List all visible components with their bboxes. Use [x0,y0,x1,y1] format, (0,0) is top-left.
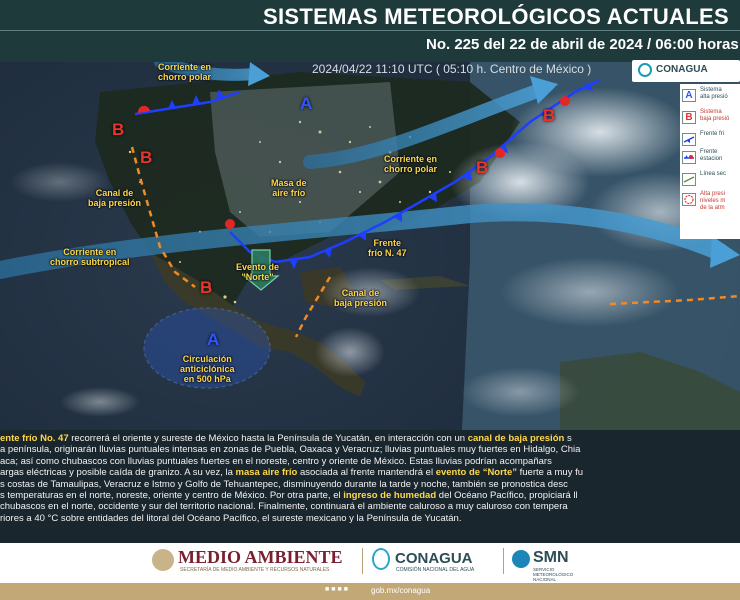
bulletin-paragraph: ente frío No. 47 recorrerá el oriente y sureste de México hasta la Península de Yucatán, en interacción con un canal de baja presión s a península, originarán lluvias puntuales intensas en zonas de Puebla, Oaxaca y Veracruz; lluvias puntuales muy fuertes en Hidalgo, Chia aca; así como chubascos con lluvias puntuales fuertes en el noreste, centro y oriente de México. Estas lluvias podrían acompañars argas eléctricas y posible caída de granizo. A su vez, la masa aire frío asociada al frente mantendrá el evento de “Norte” fuerte a muy fu s costas de Tamaulipas, Veracruz e Istmo y Golfo de Tehuantepec, disminuyendo durante la tarde y noche, también se pronostica desc s temperaturas en el norte, noreste, oriente y centro de México. Por otra parte, el ingreso de humedad del Océano Pacífico, propiciará ll chubascos en el norte, occidente y sur del territorio nacional. Finalmente, continuará el ambiente caluroso a muy caluroso con tempera riores a 40 °C sobre entidades del litoral del Océano Pacífico, el sureste mexicano y la Península de Yucatán. [0,433,584,524]
header-bar [0,0,740,62]
bulletin-text-panel [0,430,740,543]
facebook-icon[interactable]: ■ [325,586,332,593]
conagua-footer-subtitle: COMISIÓN NACIONAL DEL AGUA [396,567,475,573]
legend-high-symbol: A [682,89,696,102]
header-divider [0,30,740,31]
conagua-drop-icon [638,63,652,77]
footer-bar [0,583,740,600]
legend-dry-line-label: Línea sec [700,171,727,177]
label-subtropical-jet: Corriente en chorro subtropical [50,247,130,267]
legend-high-label: Sistema alta presió [700,87,728,100]
page-title: SISTEMAS METEOROLÓGICOS ACTUALES [263,4,729,29]
bulletin-number: No. 225 del 22 de abril de 2024 / 06:00 horas [426,36,739,53]
label-cold-front-47: Frente frío N. 47 [368,238,407,258]
low-pressure-northwest-2: B [140,148,153,167]
smn-subtitle: SERVICIO METEOROLÓGICO NACIONAL [533,567,574,582]
conagua-logo-text: CONAGUA [656,64,708,75]
legend-stationary-front-label: Frente estacion [700,149,723,162]
medio-ambiente-logo-text: MEDIO AMBIENTE [178,547,343,567]
footer-url[interactable]: gob.mx/conagua [371,586,431,595]
instagram-icon[interactable]: ■ [337,586,344,593]
label-polar-jet-top: Corriente en chorro polar [158,62,212,82]
x-icon[interactable]: ■ [331,586,338,593]
legend-low-label: Sistema baja presió [700,109,730,122]
legend-item-low [682,109,740,127]
conagua-logo-box [632,60,740,82]
label-anticyclonic-circulation: Circulación anticiclónica en 500 hPa [180,354,235,384]
youtube-icon[interactable]: ■ [343,586,350,593]
legend-upper-high-icon [682,193,696,206]
footer-separator-2 [503,548,504,574]
label-cold-air-mass: Masa de aire frío [271,178,307,198]
satellite-map [0,62,740,430]
low-pressure-atlantic: B [543,106,556,125]
medio-ambiente-subtitle: SECRETARÍA DE MEDIO AMBIENTE Y RECURSOS NATURALES [180,567,330,573]
low-pressure-mexico: B [200,278,213,297]
conagua-footer-icon [372,548,390,570]
legend-cold-front-label: Frente fri [700,131,725,137]
legend-low-symbol: B [682,111,696,124]
footer-separator-1 [362,548,363,574]
map-legend [680,84,740,239]
high-pressure-north: A [300,94,313,113]
low-pressure-gulf: B [476,158,489,177]
legend-item-dry-line [682,171,740,189]
high-pressure-pacific: A [207,330,220,349]
footer [0,543,740,600]
legend-item-upper-high [682,191,740,209]
smn-icon [512,550,530,568]
conagua-footer-text: CONAGUA [395,550,473,567]
legend-dry-line-icon [682,173,696,186]
label-norte-event: Evento de "Norte" [236,262,280,282]
legend-upper-high-label: Alta presi niveles m de la atm [700,191,726,211]
legend-item-stationary-front [682,149,740,167]
legend-cold-front-icon [682,133,696,146]
legend-item-high [682,87,740,105]
label-trough-yucatan: Canal de baja presión [334,288,388,308]
label-polar-jet-mid: Corriente en chorro polar [384,154,438,174]
legend-stationary-front-icon [682,151,696,164]
mexico-eagle-icon [152,549,174,571]
label-trough-west: Canal de baja presión [88,188,142,208]
low-pressure-northwest-1: B [112,120,125,139]
satellite-timestamp: 2024/04/22 11:10 UTC ( 05:10 h. Centro de México ) [312,62,592,76]
social-media-icons[interactable] [325,586,350,593]
legend-item-cold-front [682,131,740,149]
smn-logo-text: SMN [533,549,569,566]
